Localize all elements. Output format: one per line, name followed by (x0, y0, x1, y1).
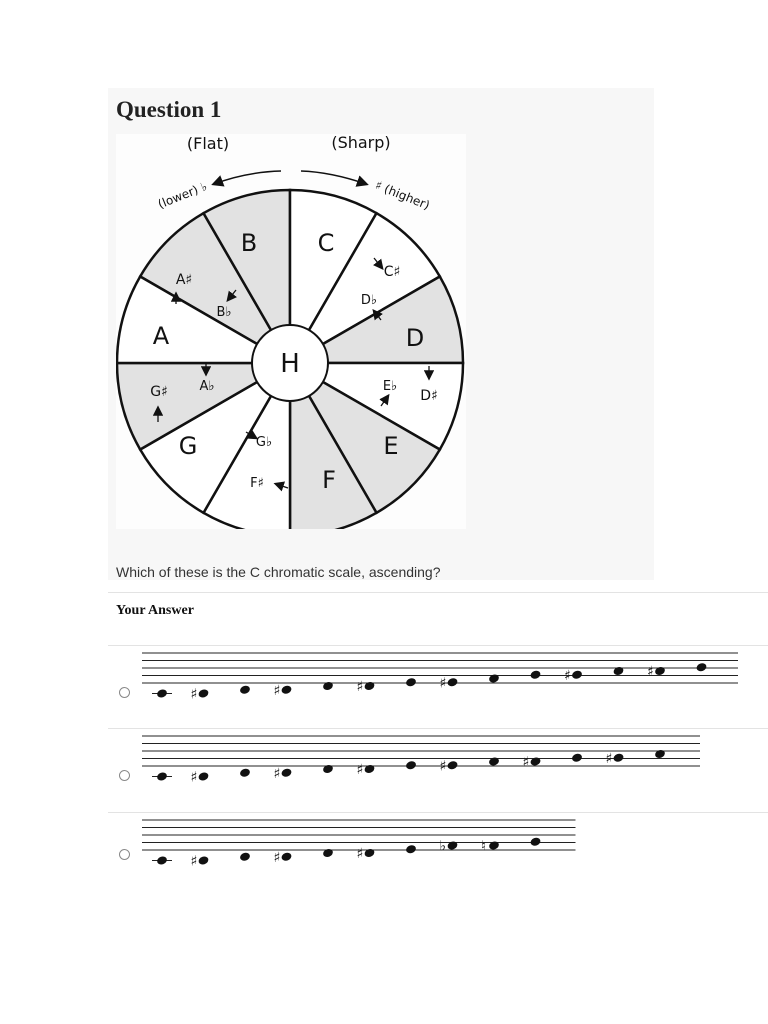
note-g: G (178, 432, 198, 460)
sharp-label: (Sharp) (331, 134, 391, 152)
note-head (281, 767, 293, 778)
note-head (530, 669, 542, 680)
note-head (447, 760, 459, 771)
accidental: ♯ (356, 762, 364, 778)
note-head (696, 662, 708, 673)
note-f: F (322, 466, 336, 494)
note-head (239, 851, 251, 862)
accidental: ♯ (190, 686, 198, 703)
note-head (488, 673, 500, 684)
accidental: ♯ (605, 750, 613, 767)
accidental: ♯ (439, 675, 447, 692)
note-head (364, 848, 376, 859)
note-c-sharp: C♯ (383, 264, 401, 280)
note-head (571, 669, 583, 680)
note-head (198, 771, 210, 782)
note-head (281, 851, 293, 862)
flat-label: (Flat) (186, 134, 230, 153)
accidental: ♯ (190, 853, 198, 870)
question-prompt: Which of these is the C chromatic scale, ascending? (116, 564, 441, 580)
separator (108, 812, 768, 813)
note-head (322, 681, 334, 692)
note-head (198, 855, 210, 866)
note-head (156, 771, 168, 782)
note-head (488, 756, 500, 767)
accidental: ♭ (439, 838, 447, 855)
accidental: ♯ (439, 758, 447, 775)
note-head (405, 760, 417, 771)
note-a-flat: A♭ (199, 379, 215, 394)
note-e: E (383, 432, 399, 460)
note-head (322, 848, 334, 859)
note-d-sharp: D♯ (420, 388, 438, 404)
note-head (654, 749, 666, 760)
radio-option-1[interactable] (119, 687, 130, 698)
note-g-sharp: G♯ (150, 384, 168, 400)
note-head (654, 666, 666, 677)
question-title: Question 1 (116, 97, 222, 122)
note-head (405, 677, 417, 688)
note-head (239, 684, 251, 695)
flat-arrow (214, 171, 281, 184)
note-c: C (317, 229, 335, 257)
radio-option-3[interactable] (119, 849, 130, 860)
note-d-flat: D♭ (360, 293, 378, 308)
note-wheel-figure (116, 134, 466, 529)
note-head (530, 756, 542, 767)
staff-option-2 (138, 733, 738, 793)
note-g-flat: G♭ (255, 435, 273, 450)
staff-option-1 (138, 650, 738, 710)
accidental: ♯ (273, 849, 281, 866)
accidental: ♯ (647, 664, 654, 680)
note-head (364, 681, 376, 692)
center-label: H (280, 349, 300, 379)
separator (108, 592, 768, 593)
note-f-sharp: F♯ (250, 476, 264, 491)
note-head (405, 844, 417, 855)
note-e-flat: E♭ (382, 379, 398, 394)
note-a: A (152, 322, 170, 350)
radio-option-2[interactable] (119, 770, 130, 781)
note-head (198, 688, 210, 699)
accidental: ♮ (481, 838, 487, 855)
higher-label: ♯ (higher) (373, 178, 432, 213)
sharp-arrow (301, 171, 366, 184)
note-head (322, 764, 334, 775)
note-head (530, 836, 542, 847)
lower-label: (lower) ♭ (155, 179, 210, 212)
note-head (239, 767, 251, 778)
accidental: ♯ (190, 769, 198, 786)
note-b: B (240, 229, 258, 257)
note-head (281, 684, 293, 695)
note-b-flat: B♭ (216, 305, 232, 320)
note-head (156, 688, 168, 699)
accidental: ♯ (522, 754, 530, 771)
separator (108, 645, 768, 646)
note-head (447, 840, 459, 851)
accidental: ♯ (273, 682, 281, 699)
note-head (156, 855, 168, 866)
note-d: D (405, 324, 425, 352)
accidental: ♯ (356, 679, 364, 695)
answer-label: Your Answer (116, 603, 194, 618)
note-head (613, 752, 625, 763)
staff-option-3 (138, 816, 738, 876)
note-head (488, 840, 500, 851)
note-head (613, 666, 625, 677)
accidental: ♯ (273, 765, 281, 782)
accidental: ♯ (564, 667, 571, 684)
note-head (571, 752, 583, 763)
note-head (447, 677, 459, 688)
separator (108, 728, 768, 729)
accidental: ♯ (356, 846, 364, 862)
note-head (364, 764, 376, 775)
note-a-sharp: A♯ (175, 272, 193, 288)
